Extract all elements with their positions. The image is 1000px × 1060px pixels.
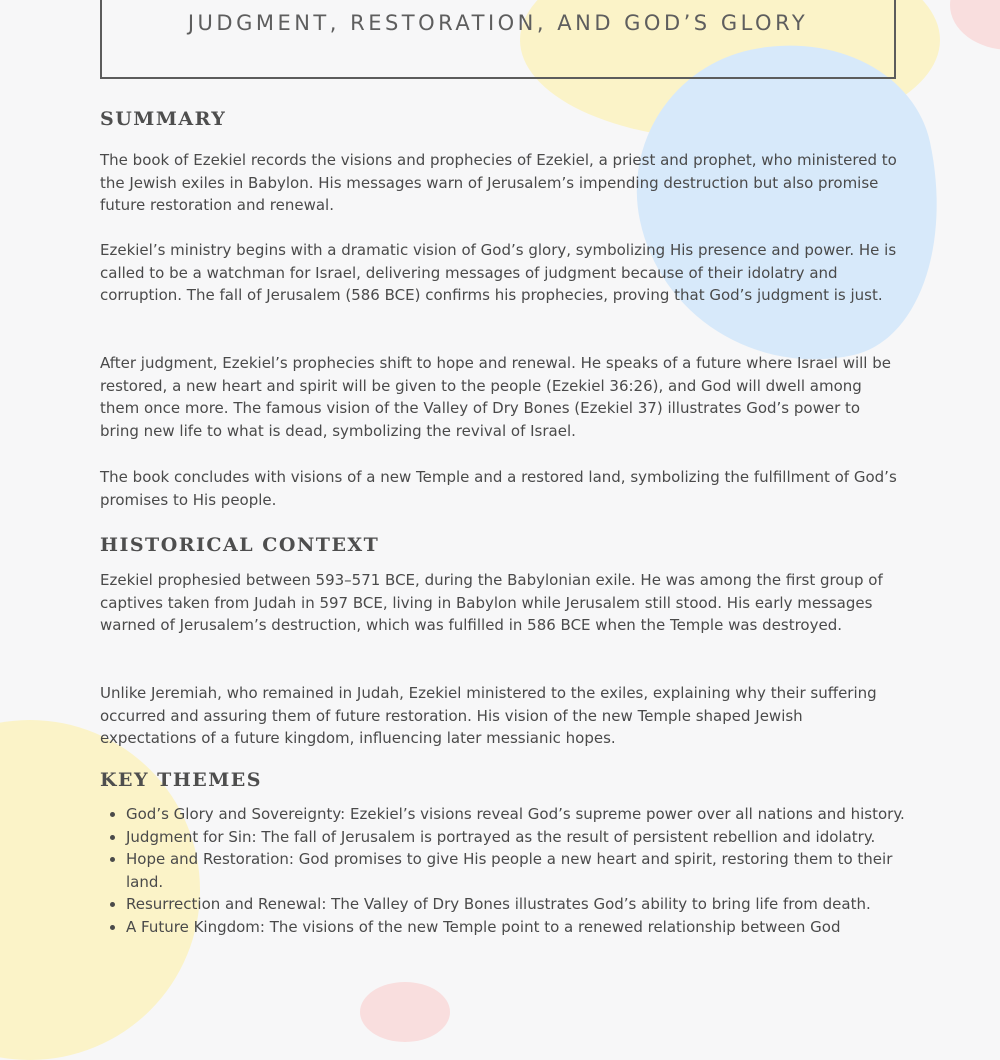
decorative-blob-pink-top: [950, 0, 1000, 50]
theme-item: • Judgment for Sin: The fall of Jerusalem is portrayed as the result of persistent rebellion and idolatry.: [126, 826, 926, 849]
theme-item: • Resurrection and Renewal: The Valley of Dry Bones illustrates God’s ability to bring life from death.: [126, 893, 926, 916]
decorative-blob-pink-bottom: [360, 982, 450, 1042]
summary-paragraph: After judgment, Ezekiel’s prophecies shift to hope and renewal. He speaks of a future where Israel will be restored, a new heart and spirit will be given to the people (Ezekiel 36:26), and God will dwell among them once more. The famous vision of the Valley of Dry Bones (Ezekiel 37) illustrates God’s power to bring new life to what is dead, symbolizing the revival of Israel.: [100, 354, 891, 440]
historical-context-paragraph: Unlike Jeremiah, who remained in Judah, Ezekiel ministered to the exiles, explaining why their suffering occurred and assuring them of future restoration. His vision of the new Temple shaped Jewish expectations of a future kingdom, influencing later messianic hopes.: [100, 684, 877, 747]
theme-item: • God’s Glory and Sovereignty: Ezekiel’s visions reveal God’s supreme power over all nations and history.: [126, 803, 926, 826]
title-box: [100, 0, 896, 79]
key-themes-heading: KEY THEMES: [100, 769, 262, 791]
summary-paragraph: The book concludes with visions of a new Temple and a restored land, symbolizing the fulfillment of God’s promises to His people.: [100, 468, 897, 509]
historical-context-heading: HISTORICAL CONTEXT: [100, 534, 380, 556]
theme-item: • A Future Kingdom: The visions of the new Temple point to a renewed relationship between God: [126, 916, 926, 939]
historical-context-paragraph: Ezekiel prophesied between 593–571 BCE, during the Babylonian exile. He was among the first group of captives taken from Judah in 597 BCE, living in Babylon while Jerusalem still stood. His early messages warned of Jerusalem’s destruction, which was fulfilled in 586 BCE when the Temple was destroyed.: [100, 571, 883, 634]
key-themes-list: [100, 803, 926, 938]
theme-item: • Hope and Restoration: God promises to give His people a new heart and spirit, restoring them to their land.: [126, 848, 926, 893]
summary-paragraph: Ezekiel’s ministry begins with a dramatic vision of God’s glory, symbolizing His presence and power. He is called to be a watchman for Israel, delivering messages of judgment because of their idolatry and corruption. The fall of Jerusalem (586 BCE) confirms his prophecies, proving that God’s judgment is just.: [100, 241, 897, 304]
page-subtitle: JUDGMENT, RESTORATION, AND GOD’S GLORY: [187, 11, 809, 35]
summary-paragraph: The book of Ezekiel records the visions and prophecies of Ezekiel, a priest and prophet, who ministered to the Jewish exiles in Babylon. His messages warn of Jerusalem’s impending destruction but also promise future restoration and renewal.: [100, 151, 897, 214]
summary-heading: SUMMARY: [100, 108, 227, 130]
